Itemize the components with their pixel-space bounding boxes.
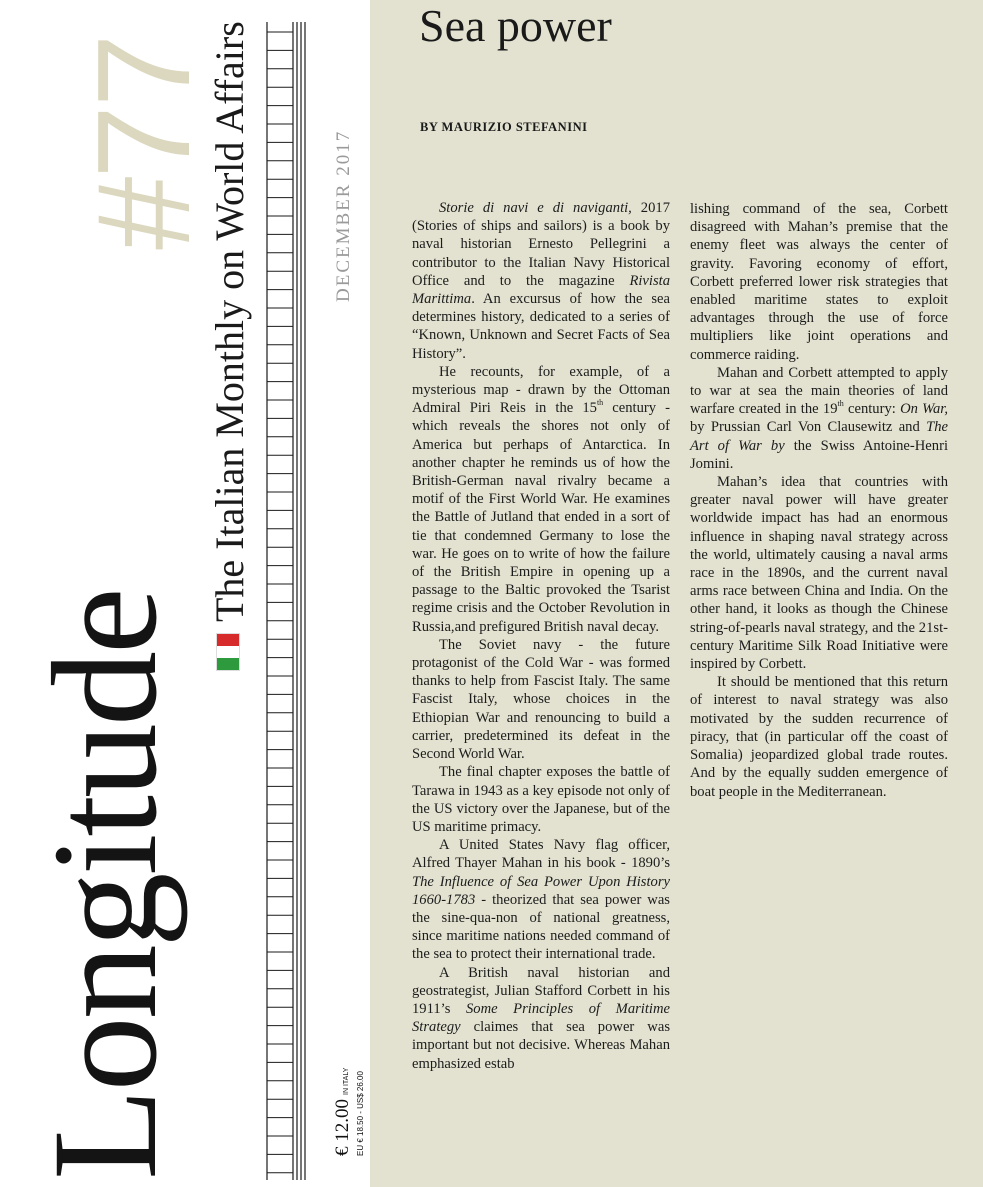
price-label: IN ITALY xyxy=(343,1067,350,1095)
paragraph xyxy=(412,199,670,363)
magazine-logo: Longitude xyxy=(22,590,188,1180)
magazine-cover-strip xyxy=(0,0,370,1187)
paragraph-text: by Prussian Carl Von Clausewitz and xyxy=(690,419,927,436)
italian-flag-icon xyxy=(216,633,240,671)
magazine-tagline: The Italian Monthly on World Affairs xyxy=(207,21,252,622)
article-column-right xyxy=(690,200,948,801)
paragraph: The Soviet navy - the future protagonist of the Cold War - was formed thanks to help from Fascist Italy. The same Fascist Italy, whose choices in the Ethiopian War and renouncing to build a carrier, predetermined its defeat in the Second World War. xyxy=(412,636,670,763)
paragraph xyxy=(412,836,670,963)
article-panel xyxy=(370,0,983,1187)
paragraph-text: century: xyxy=(843,401,901,418)
book-title: On War, xyxy=(900,401,948,418)
paragraph-text: the Swiss Antoine-Henri Jomini. xyxy=(690,437,948,472)
ordinal-suffix: th xyxy=(596,398,604,408)
issue-number: #77 xyxy=(70,35,217,250)
book-title: Storie di navi e di naviganti, xyxy=(439,200,632,216)
paragraph: The final chapter exposes the battle of Tarawa in 1943 as a key episode not only of the US victory over the Japanese, but of the US maritime primacy. xyxy=(412,764,670,835)
issue-date: DECEMBER 2017 xyxy=(333,129,354,302)
flag-stripe-green xyxy=(217,658,239,670)
price-foreign: EU € 18.50 - US$ 26.00 xyxy=(356,1071,365,1156)
barcode-ticks xyxy=(267,32,293,1173)
article-column-left xyxy=(412,199,670,1073)
paragraph xyxy=(412,964,670,1073)
article-byline: BY MAURIZIO STEFANINI xyxy=(420,120,588,134)
flag-stripe-red xyxy=(217,634,239,646)
article-title: Sea power xyxy=(419,0,612,51)
book-title: The Art of War by xyxy=(690,419,948,454)
paragraph-text: century - which reveals the shores not only of America but perhaps of Antarctica. In another chapter he reminds us of how the British-German naval rivalry became a motif of the First World War. He examines the Battle of Jutland that ended in a sort of tie that condemned Germany to lose the war. He goes on to write of how the failure of the British Empire in opening up a passage to the Baltic provoked the Tsarist regime crisis and the October Revolution in Russia,and prefigured British naval decay. xyxy=(412,400,670,635)
paragraph-text: Mahan and Corbett attempted to apply to war at sea the main theories of land warfare created in the 19 xyxy=(690,364,948,418)
paragraph-text: . An excursus of how the sea determines history, dedicated to a series of “Known, Unknown and Secret Facts of Sea History”. xyxy=(412,291,670,362)
book-title: Some Principles of Maritime Strategy xyxy=(412,1000,670,1036)
paragraph-text: He recounts, for example, of a mysterious map - drawn by the Ottoman Admiral Piri Reis in the 15 xyxy=(412,363,670,417)
barcode-lines xyxy=(266,22,306,1180)
paragraph: It should be mentioned that this return of interest to naval strategy was also motivated by the sudden recurrence of piracy, that (in particular off the coast of Somalia) jeopardized global trade routes. And by the equally sudden emergence of boat people in the Mediterranean. xyxy=(690,674,948,800)
paragraph-text: claimes that sea power was important but not decisive. Whereas Mahan emphasized estab xyxy=(412,1019,670,1072)
paragraph-text: A United States Navy flag officer, Alfred Thayer Mahan in his book - 1890’s xyxy=(412,837,670,872)
paragraph-text: 2017 (Stories of ships and sailors) is a book by naval historian Ernesto Pellegrini a contributor to the Italian Navy Historical Office and to the magazine xyxy=(412,200,670,289)
book-title: The Influence of Sea Power Upon History 1660-1783 xyxy=(412,873,670,908)
flag-stripe-white xyxy=(217,646,239,658)
ordinal-suffix: th xyxy=(837,399,844,409)
magazine-title: Rivista Marittima xyxy=(412,272,670,308)
paragraph: Mahan’s idea that countries with greater naval power will have greater worldwide impact has had an enormous influence in shaping naval strategy across the world, ultimately causing a naval arms race in the 1890s, and the current naval arms race between China and India. On the other hand, it looks as though the Chinese string-of-pearls naval strategy, and the 21st-century Maritime Silk Road Initiative were inspired by Corbett. xyxy=(690,474,948,673)
price-block xyxy=(333,1068,353,1156)
paragraph-text: A British naval historian and geostrategist, Julian Stafford Corbett in his 1911’s xyxy=(412,964,670,1017)
paragraph: lishing command of the sea, Corbett disagreed with Mahan’s premise that the enemy fleet was always the center of gravity. Favoring economy of effort, Corbett preferred lower risk strategies that enabled maritime states to exploit advantages through the use of force multipliers like joint operations and commerce raiding. xyxy=(690,201,948,363)
paragraph xyxy=(690,364,948,473)
paragraph-text: - theorized that sea power was the sine-qua-non of national greatness, since maritime nations needed command of the sea to protect their international trade. xyxy=(412,891,670,963)
paragraph xyxy=(412,363,670,636)
price: € 12.00 xyxy=(332,1099,353,1156)
